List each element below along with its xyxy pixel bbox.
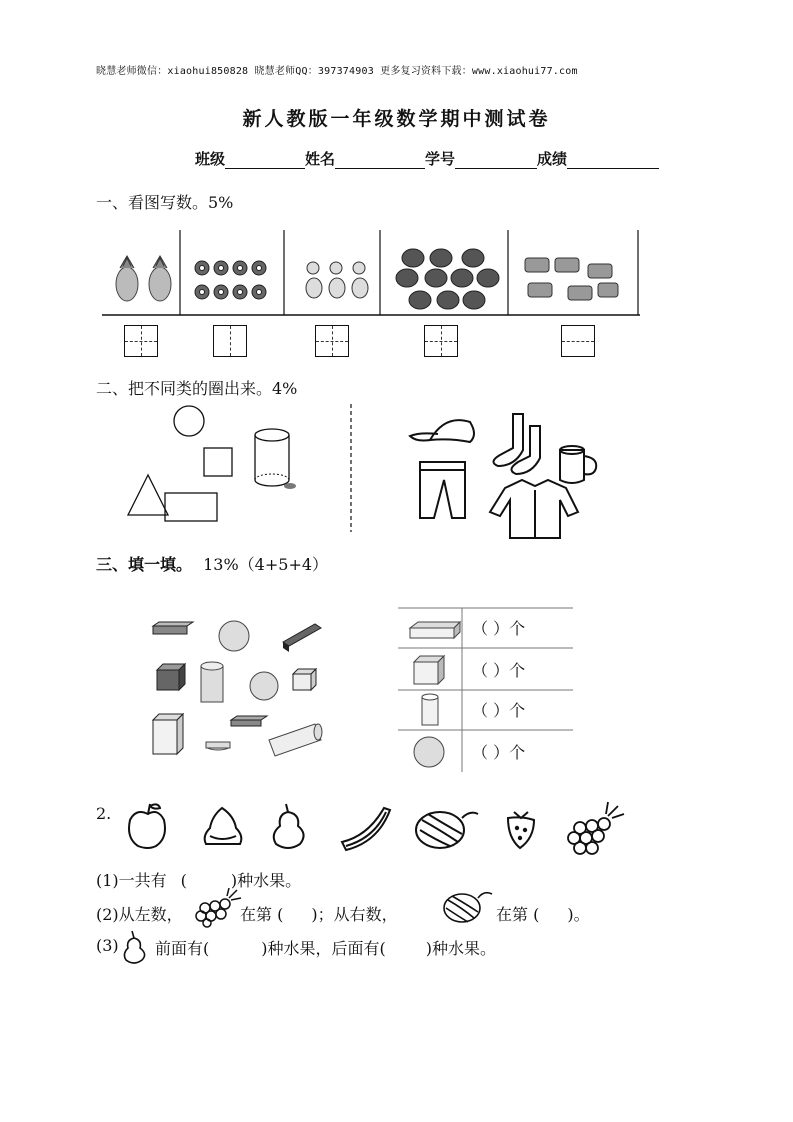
q2-text-d[interactable]: 在第 ( [496, 905, 540, 924]
square-shape[interactable] [204, 448, 232, 476]
watermelon-icon [416, 812, 478, 848]
watermelon-inline-icon [440, 886, 496, 926]
q2-text-c: )；从右数， [311, 905, 398, 924]
section3-heading [96, 552, 328, 575]
pineapple-icon [116, 256, 171, 301]
grapes-inline-icon [193, 886, 245, 928]
q3-text-c[interactable]: )种水果，后面有( [261, 939, 386, 958]
q3-text-a: (3) [96, 936, 119, 955]
answer-box-pineapples[interactable] [124, 325, 158, 357]
sphere-icon-2 [250, 672, 278, 700]
cylinder-shape[interactable] [255, 429, 296, 489]
duck-icon [306, 262, 368, 298]
header-contact-line: 晓慧老师微信：xiaohui850828 晓慧老师QQ：397374903 更多复习资料下载：www.xiaohui77.com [96, 66, 578, 77]
table-row-4 [472, 740, 525, 763]
section3-title: 三、填一填。 [96, 555, 193, 574]
answer-box-tomatoes[interactable] [424, 325, 458, 357]
answer-box-cows[interactable] [561, 325, 595, 357]
cuboid-long-icon [283, 624, 321, 652]
unit-label: 个 [509, 619, 526, 638]
sphere-icon [219, 621, 249, 651]
question-2 [96, 902, 183, 925]
section2-heading: 二、把不同类的圈出来。4% [96, 379, 298, 398]
strawberry-icon [508, 812, 534, 848]
answer-paren-sphere[interactable]: （ ） [472, 743, 510, 762]
answer-paren-cylinder[interactable]: （ ） [472, 701, 510, 720]
cylinder-icon [201, 662, 223, 702]
trousers-icon[interactable] [420, 462, 465, 518]
part2-number: 2. [96, 804, 112, 823]
id-label: 学号 [425, 150, 456, 168]
section3-score: 13%（4+5+4） [203, 555, 329, 574]
tomato-icon [396, 249, 499, 309]
flower-icon [195, 261, 266, 299]
section1-heading: 一、看图写数。5% [96, 193, 234, 212]
class-blank[interactable] [225, 152, 305, 169]
cup-icon[interactable] [560, 446, 596, 483]
question-2-end [496, 902, 590, 925]
score-label: 成绩 [537, 150, 568, 168]
socks-icon[interactable] [493, 414, 540, 474]
question-3 [96, 936, 119, 955]
answer-paren-cube[interactable]: （ ） [472, 661, 510, 680]
q1-paren-open[interactable]: ( [180, 871, 187, 890]
cuboid-tall-icon [153, 714, 183, 754]
q3-text-d: )种水果。 [425, 939, 496, 958]
cube-light-icon [293, 669, 316, 690]
question-2-rest [240, 902, 398, 925]
solid-shapes-group [145, 612, 345, 772]
peach-icon [205, 808, 242, 844]
name-label: 姓名 [305, 150, 336, 168]
banana-icon [342, 808, 390, 850]
table-row-3 [472, 698, 525, 721]
q1-text-c: )种水果。 [230, 871, 302, 890]
cuboid-flat-icon-2 [231, 716, 267, 726]
q2-text-e: )。 [567, 905, 590, 924]
unit-label: 个 [509, 661, 526, 680]
cuboid-flat-icon [153, 622, 193, 634]
table-cylinder-icon [422, 694, 438, 725]
student-info-row [195, 148, 659, 169]
q2-text-b[interactable]: 在第 ( [240, 905, 284, 924]
table-cuboid-icon [410, 622, 460, 638]
cap-icon[interactable] [410, 420, 474, 442]
cube-dark-icon [157, 664, 185, 690]
q1-text-a: (1)一共有 [96, 871, 167, 890]
table-row-2 [472, 658, 525, 681]
question-3-rest [155, 936, 496, 959]
name-blank[interactable] [335, 152, 425, 169]
grapes-icon [568, 802, 624, 854]
score-blank[interactable] [567, 152, 659, 169]
shirt-icon[interactable] [490, 480, 578, 538]
pear-inline-icon [120, 928, 154, 968]
table-row-1 [472, 616, 525, 639]
circle-shape[interactable] [174, 406, 204, 436]
table-sphere-icon [414, 737, 444, 767]
table-cube-icon [414, 656, 444, 684]
section1-picture-strip [100, 228, 645, 320]
class-label: 班级 [195, 150, 226, 168]
answer-paren-cuboid[interactable]: （ ） [472, 619, 510, 638]
id-blank[interactable] [455, 152, 537, 169]
triangle-shape[interactable] [128, 475, 168, 515]
cow-icon [525, 258, 618, 300]
unit-label: 个 [509, 743, 526, 762]
answer-box-flowers[interactable] [213, 325, 247, 357]
section2-figures [120, 400, 620, 540]
fruit-row [122, 798, 642, 858]
apple-icon [129, 804, 165, 848]
pear-icon [274, 804, 304, 848]
cylinder-lying-icon [269, 724, 322, 756]
page-title: 新人教版一年级数学期中测试卷 [242, 108, 551, 130]
q3-text-b[interactable]: 前面有( [155, 939, 210, 958]
q2-text-a: (2)从左数， [96, 905, 183, 924]
unit-label: 个 [509, 701, 526, 720]
disc-cylinder-icon [206, 742, 230, 750]
answer-box-ducks[interactable] [315, 325, 349, 357]
rectangle-shape[interactable] [165, 493, 217, 521]
